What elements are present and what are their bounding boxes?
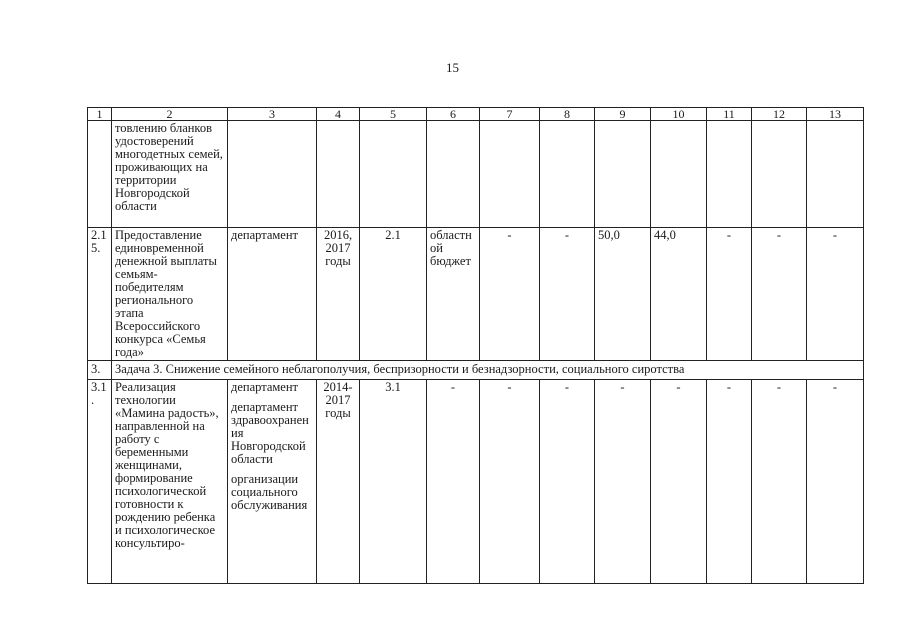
years-cell: 2014-2017 годы (317, 380, 360, 584)
target-cell: 3.1 (360, 380, 427, 584)
years-cell: 2016, 2017 годы (317, 228, 360, 361)
value-cell: - (752, 228, 807, 361)
table-row-3-1 (88, 380, 864, 584)
empty-cell (651, 121, 707, 228)
value-cell: - (707, 228, 752, 361)
executors-cell (228, 380, 317, 584)
value-cell: - (480, 380, 540, 584)
header-cell: 3 (228, 108, 317, 121)
value-cell: - (707, 380, 752, 584)
empty-cell (540, 121, 595, 228)
row-number (88, 121, 112, 228)
activity-text: Реализация технологии «Мамина радость», направленной на работу с беременными женщинами, формирование психологической готовности к рождению ребенка и психологическое консультиро- (112, 380, 228, 584)
header-cell: 5 (360, 108, 427, 121)
value-cell: - (807, 228, 864, 361)
header-cell: 9 (595, 108, 651, 121)
executor-item: департамент (231, 380, 299, 394)
header-cell: 13 (807, 108, 864, 121)
value-cell: - (651, 380, 707, 584)
page-number: 15 (446, 60, 459, 75)
row-number: 3. (88, 361, 112, 380)
executor-item: департамент здравоохранения Новгородской области (231, 400, 309, 466)
empty-cell (427, 121, 480, 228)
task-row-3 (88, 361, 864, 380)
activity-text: Предоставление единовременной денежной выплаты семьям-победителям регионального этапа Всероссийского конкурса «Семья года» (112, 228, 228, 361)
header-cell: 4 (317, 108, 360, 121)
header-cell: 8 (540, 108, 595, 121)
header-cell: 6 (427, 108, 480, 121)
row-number: 3.1. (88, 380, 112, 584)
value-cell: 50,0 (595, 228, 651, 361)
empty-cell (360, 121, 427, 228)
activity-text: товлению бланков удостоверений многодетных семей, проживающих на территории Новгородской области (112, 121, 228, 228)
header-cell: 7 (480, 108, 540, 121)
empty-cell (752, 121, 807, 228)
empty-cell (228, 121, 317, 228)
table-row-continuation (88, 121, 864, 228)
header-cell: 2 (112, 108, 228, 121)
value-cell: - (427, 380, 480, 584)
empty-cell (707, 121, 752, 228)
executor-item: организации социального обслуживания (231, 472, 308, 512)
value-cell: 44,0 (651, 228, 707, 361)
value-cell: - (595, 380, 651, 584)
header-row (88, 108, 864, 121)
empty-cell (807, 121, 864, 228)
table-row-2-15 (88, 228, 864, 361)
value-cell: - (480, 228, 540, 361)
empty-cell (480, 121, 540, 228)
value-cell: - (540, 228, 595, 361)
empty-cell (595, 121, 651, 228)
empty-cell (317, 121, 360, 228)
header-cell: 12 (752, 108, 807, 121)
value-cell: - (540, 380, 595, 584)
task-heading: Задача 3. Снижение семейного неблагополучия, беспризорности и безнадзорности, социального сиротства (112, 361, 864, 380)
value-cell: - (752, 380, 807, 584)
header-cell: 10 (651, 108, 707, 121)
value-cell: - (807, 380, 864, 584)
row-number: 2.15. (88, 228, 112, 361)
executor-cell: департамент (228, 228, 317, 361)
funding-source-cell: областной бюджет (427, 228, 480, 361)
header-cell: 1 (88, 108, 112, 121)
program-table (87, 107, 864, 584)
header-cell: 11 (707, 108, 752, 121)
target-cell: 2.1 (360, 228, 427, 361)
